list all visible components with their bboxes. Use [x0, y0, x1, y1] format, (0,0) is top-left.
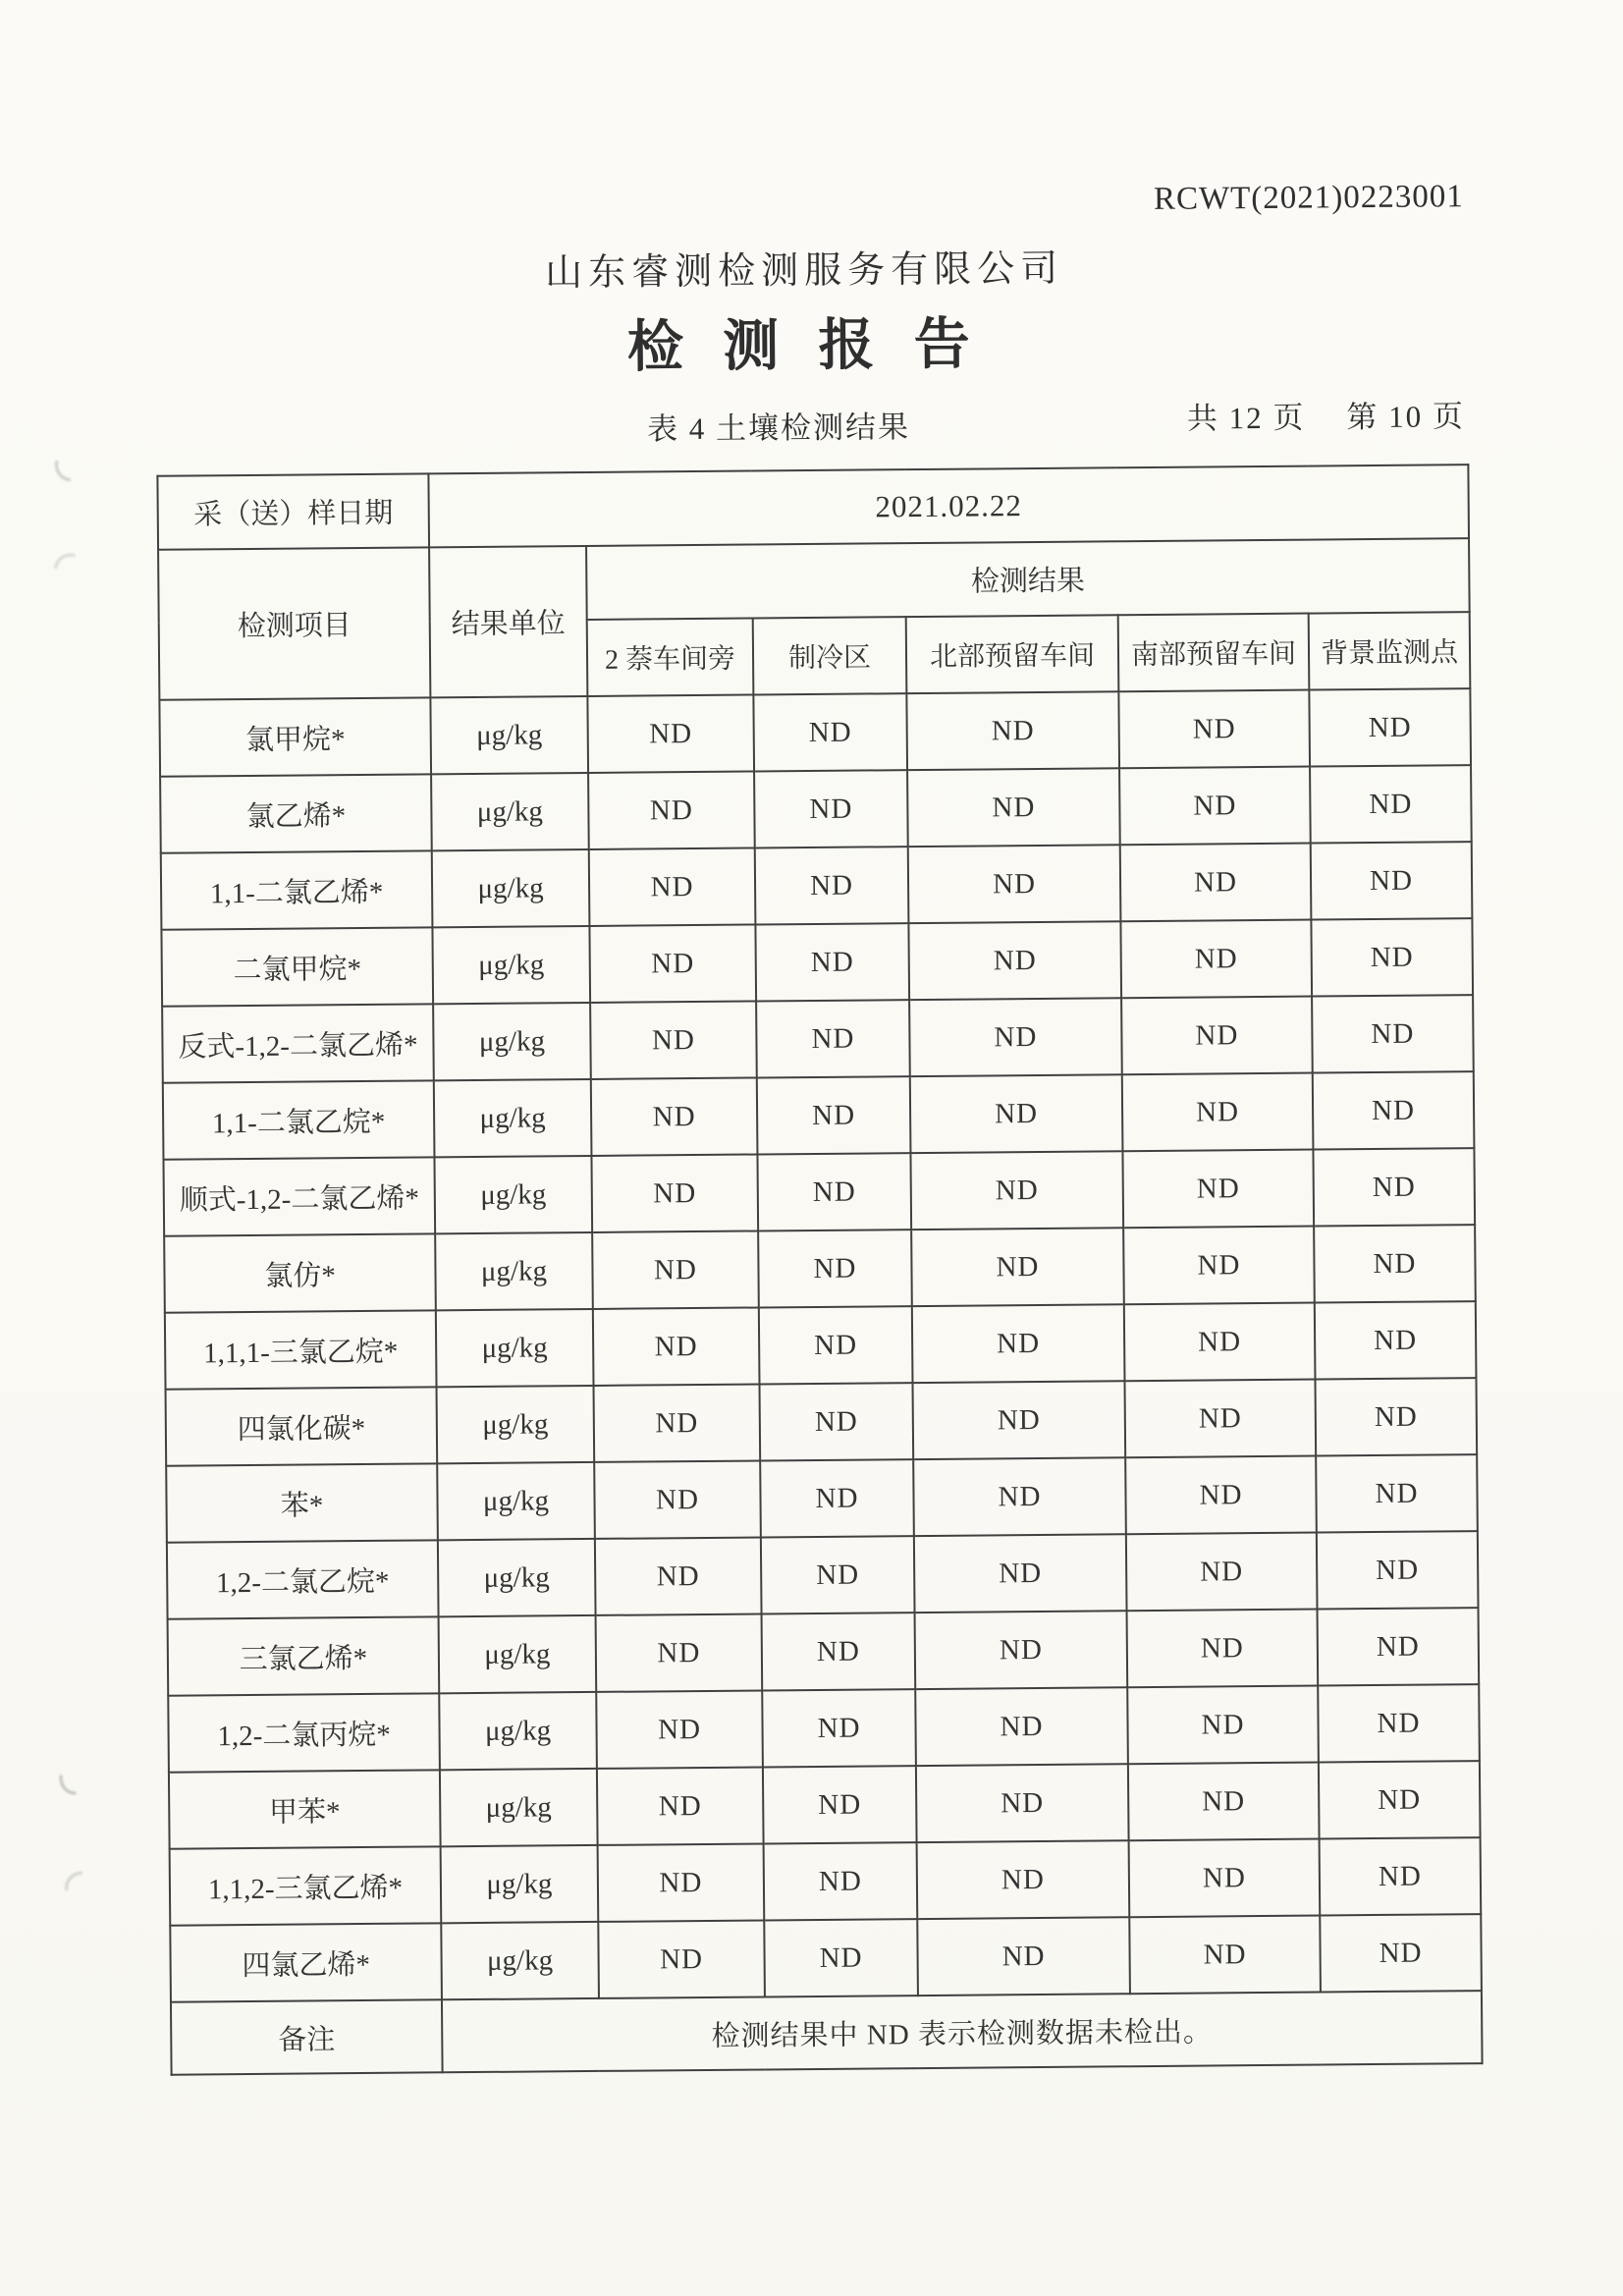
result-cell: ND: [598, 1920, 765, 1997]
unit-cell: μg/kg: [435, 1232, 593, 1310]
unit-cell: μg/kg: [440, 1769, 598, 1846]
result-cell: ND: [598, 1843, 765, 1921]
result-cell: ND: [1311, 842, 1473, 919]
result-cell: ND: [1119, 767, 1311, 846]
result-cell: ND: [1129, 1916, 1321, 1995]
result-cell: ND: [754, 770, 908, 847]
result-cell: ND: [1313, 1148, 1475, 1226]
result-cell: ND: [764, 1919, 918, 1996]
result-cell: ND: [597, 1767, 764, 1844]
result-cell: ND: [592, 1230, 759, 1308]
result-cell: ND: [1317, 1531, 1479, 1609]
result-cell: ND: [587, 695, 754, 773]
remark-text: 检测结果中 ND 表示检测数据未检出。: [442, 1991, 1483, 2072]
item-cell: 顺式-1,2-二氯乙烯*: [163, 1157, 435, 1235]
result-cell: ND: [916, 1764, 1129, 1842]
table-row: [168, 1608, 1480, 1696]
location-column-header: 制冷区: [753, 617, 907, 694]
remark-row: [171, 1991, 1483, 2075]
result-cell: ND: [763, 1766, 917, 1843]
table-row: [170, 1837, 1482, 1926]
result-cell: ND: [762, 1689, 916, 1767]
result-cell: ND: [596, 1613, 763, 1691]
item-cell: 三氯乙烯*: [168, 1616, 440, 1695]
caption-row: [156, 391, 1467, 458]
item-cell: 1,2-二氯乙烷*: [167, 1540, 439, 1618]
result-cell: ND: [758, 1230, 912, 1307]
unit-cell: μg/kg: [439, 1615, 597, 1693]
result-cell: ND: [1118, 690, 1310, 769]
result-cell: ND: [1314, 1225, 1476, 1302]
table-row: [168, 1684, 1480, 1773]
result-cell: ND: [907, 768, 1120, 847]
unit-cell: μg/kg: [437, 1386, 595, 1463]
result-cell: ND: [1124, 1303, 1316, 1382]
table-caption: 表 4 土壤检测结果: [646, 410, 911, 447]
result-cell: ND: [908, 921, 1121, 1000]
table-header-section: [157, 465, 1470, 700]
item-cell: 1,1-二氯乙烯*: [161, 850, 433, 929]
result-cell: ND: [1316, 1454, 1478, 1532]
location-column-header: 2 萘车间旁: [587, 619, 754, 696]
result-cell: ND: [1121, 997, 1313, 1075]
result-cell: ND: [760, 1459, 914, 1537]
table-row: [169, 1761, 1481, 1849]
location-column-header: 南部预留车间: [1118, 614, 1310, 692]
company-name: 山东睿测检测服务有限公司: [544, 247, 1064, 295]
result-cell: ND: [910, 1074, 1123, 1153]
result-cell: ND: [595, 1537, 762, 1614]
result-cell: ND: [757, 1076, 911, 1154]
result-cell: ND: [1310, 765, 1472, 843]
result-cell: ND: [912, 1381, 1125, 1459]
result-cell: ND: [594, 1460, 761, 1538]
result-cell: ND: [910, 1151, 1123, 1230]
result-cell: ND: [915, 1611, 1128, 1689]
result-cell: ND: [591, 1077, 758, 1155]
result-cell: ND: [1124, 1380, 1316, 1458]
unit-cell: μg/kg: [434, 1079, 592, 1157]
result-cell: ND: [1309, 688, 1471, 766]
unit-cell: μg/kg: [432, 926, 590, 1004]
unit-cell: μg/kg: [434, 1156, 592, 1233]
result-cell: ND: [755, 847, 909, 924]
results-body: [159, 688, 1482, 2002]
table-row: [160, 765, 1472, 853]
result-cell: ND: [756, 1000, 910, 1077]
result-cell: ND: [764, 1842, 918, 1920]
result-cell: ND: [589, 924, 756, 1002]
report-title: 检 测 报 告: [626, 313, 983, 379]
unit-column-header: 结果单位: [429, 546, 587, 697]
result-cell: ND: [755, 923, 909, 1001]
table-row: [161, 918, 1473, 1007]
unit-cell: μg/kg: [436, 1309, 594, 1387]
result-group-header: 检测结果: [586, 538, 1470, 620]
location-column-header: 北部预留车间: [906, 615, 1119, 693]
result-cell: ND: [908, 845, 1121, 923]
result-cell: ND: [1120, 920, 1312, 999]
result-cell: ND: [1318, 1684, 1480, 1762]
result-cell: ND: [1311, 918, 1473, 996]
result-cell: ND: [594, 1384, 761, 1461]
unit-cell: μg/kg: [433, 1003, 591, 1080]
table-row: [163, 1148, 1475, 1236]
group-header-row: [158, 538, 1470, 624]
result-cell: ND: [917, 1840, 1130, 1919]
result-cell: ND: [1128, 1763, 1320, 1841]
result-cell: ND: [1312, 995, 1474, 1072]
page-indicator: [1187, 391, 1465, 437]
result-cell: ND: [911, 1228, 1124, 1306]
total-pages-label: 共 12 页: [1186, 400, 1306, 436]
table-row: [164, 1225, 1476, 1313]
sample-date-value: 2021.02.22: [428, 465, 1469, 547]
result-cell: ND: [753, 693, 907, 771]
result-cell: ND: [913, 1457, 1126, 1536]
result-cell: ND: [589, 847, 756, 925]
item-cell: 反式-1,2-二氯乙烯*: [162, 1004, 434, 1082]
item-cell: 四氯化碳*: [166, 1387, 438, 1465]
sample-date-row: [157, 465, 1469, 550]
result-cell: ND: [1315, 1301, 1477, 1379]
remark-label: 备注: [171, 1999, 443, 2074]
table-row: [166, 1454, 1478, 1543]
unit-cell: μg/kg: [437, 1462, 595, 1540]
unit-cell: μg/kg: [441, 1845, 599, 1923]
result-cell: ND: [1127, 1686, 1319, 1765]
unit-cell: μg/kg: [431, 773, 589, 850]
result-cell: ND: [1120, 844, 1312, 922]
unit-cell: μg/kg: [432, 849, 590, 927]
table-row: [159, 688, 1471, 777]
results-table: [156, 464, 1483, 2076]
result-cell: ND: [1318, 1608, 1480, 1685]
result-cell: ND: [1127, 1610, 1319, 1688]
table-row: [162, 995, 1474, 1083]
result-cell: ND: [1122, 1150, 1314, 1229]
result-cell: ND: [906, 691, 1119, 770]
result-cell: ND: [915, 1687, 1128, 1766]
item-cell: 苯*: [166, 1463, 438, 1542]
result-cell: ND: [1319, 1761, 1481, 1838]
result-cell: ND: [591, 1154, 758, 1231]
unit-cell: μg/kg: [430, 696, 588, 774]
result-cell: ND: [1126, 1533, 1318, 1612]
table-row: [167, 1531, 1479, 1619]
item-cell: 四氯乙烯*: [170, 1923, 442, 2001]
result-cell: ND: [760, 1383, 914, 1460]
item-cell: 1,2-二氯丙烷*: [168, 1693, 440, 1772]
table-row: [166, 1378, 1478, 1466]
result-cell: ND: [593, 1307, 760, 1385]
result-cell: ND: [761, 1536, 915, 1613]
result-cell: ND: [759, 1306, 913, 1384]
table-row: [165, 1301, 1477, 1390]
result-cell: ND: [914, 1534, 1127, 1613]
result-cell: ND: [912, 1304, 1125, 1383]
item-cell: 1,1,1-三氯乙烷*: [165, 1310, 437, 1389]
location-column-header: 背景监测点: [1309, 612, 1471, 689]
result-cell: ND: [1320, 1914, 1482, 1992]
table-row: [161, 842, 1473, 930]
item-cell: 氯仿*: [164, 1233, 436, 1312]
result-cell: ND: [917, 1917, 1130, 1995]
table-row: [170, 1914, 1482, 2002]
item-cell: 甲苯*: [169, 1770, 441, 1848]
result-cell: ND: [1320, 1837, 1482, 1915]
unit-cell: μg/kg: [438, 1539, 596, 1616]
item-cell: 氯甲烷*: [159, 697, 431, 776]
result-cell: ND: [590, 1001, 757, 1078]
item-column-header: 检测项目: [158, 547, 430, 699]
item-cell: 二氯甲烷*: [161, 927, 433, 1006]
table-footer-section: [171, 1991, 1483, 2075]
result-cell: ND: [757, 1153, 911, 1230]
result-cell: ND: [588, 771, 755, 848]
result-cell: ND: [909, 998, 1122, 1076]
result-cell: ND: [1123, 1227, 1315, 1305]
item-cell: 1,1-二氯乙烷*: [163, 1080, 435, 1159]
sample-date-label: 采（送）样日期: [157, 473, 429, 549]
current-page-label: 第 10 页: [1346, 399, 1466, 435]
result-cell: ND: [596, 1690, 763, 1768]
result-cell: ND: [1125, 1456, 1317, 1535]
result-cell: ND: [1315, 1378, 1477, 1455]
result-cell: ND: [762, 1613, 916, 1690]
item-cell: 1,1,2-三氯乙烯*: [170, 1846, 442, 1925]
unit-cell: μg/kg: [441, 1922, 599, 1999]
result-cell: ND: [1129, 1839, 1321, 1918]
result-cell: ND: [1122, 1073, 1314, 1152]
report-number: RCWT(2021)0223001: [1153, 179, 1464, 217]
result-cell: ND: [1313, 1071, 1475, 1149]
item-cell: 氯乙烯*: [160, 774, 432, 852]
table-row: [163, 1071, 1475, 1160]
unit-cell: μg/kg: [439, 1692, 597, 1770]
